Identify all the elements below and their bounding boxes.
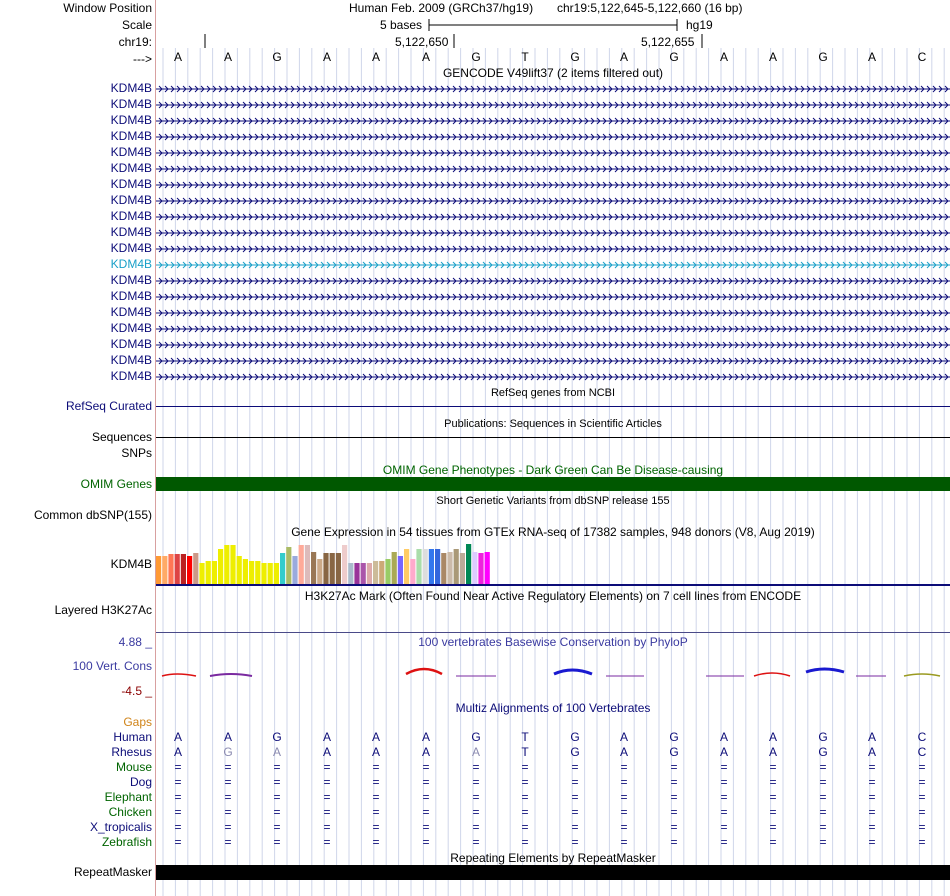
- gencode-transcript[interactable]: [156, 372, 950, 382]
- multiz-base: =: [323, 835, 331, 849]
- refseq-title[interactable]: RefSeq genes from NCBI: [490, 387, 616, 399]
- window-position-label: Window Position: [63, 1, 152, 15]
- multiz-base: =: [174, 760, 182, 774]
- gtex-title[interactable]: Gene Expression in 54 tissues from GTEx RNA-seq of 17382 samples, 948 donors (V8, Aug 2019): [291, 525, 815, 539]
- gtex-bar: [237, 556, 242, 584]
- multiz-base: =: [521, 775, 529, 789]
- multiz-base: =: [571, 805, 579, 819]
- publications-line[interactable]: [156, 437, 950, 438]
- base-letter: A: [371, 50, 380, 64]
- multiz-base: =: [174, 820, 182, 834]
- gtex-bar: [199, 563, 204, 584]
- multiz-base: =: [571, 790, 579, 804]
- gencode-transcript[interactable]: [156, 276, 950, 286]
- base-letter: A: [768, 50, 777, 64]
- multiz-base: =: [521, 820, 529, 834]
- multiz-base: =: [868, 820, 876, 834]
- gtex-bar: [361, 563, 366, 584]
- gtex-bar: [478, 553, 483, 584]
- multiz-base: =: [670, 805, 678, 819]
- gtex-bar: [175, 554, 180, 584]
- gtex-bar: [348, 563, 353, 584]
- multiz-base: =: [521, 805, 529, 819]
- multiz-base: T: [521, 745, 529, 759]
- multiz-base: =: [422, 835, 430, 849]
- multiz-base: =: [918, 760, 926, 774]
- scale-label: Scale: [121, 18, 152, 32]
- multiz-base: A: [867, 745, 876, 759]
- gencode-item-label[interactable]: KDM4B: [110, 193, 152, 207]
- multiz-base: A: [371, 745, 380, 759]
- multiz-base: =: [819, 790, 827, 804]
- gencode-item-label[interactable]: KDM4B: [110, 145, 152, 159]
- gtex-bar: [336, 553, 341, 584]
- gtex-bar: [398, 556, 403, 584]
- base-letter: G: [272, 50, 282, 64]
- multiz-base: =: [323, 805, 331, 819]
- multiz-species-label[interactable]: Human: [113, 730, 152, 744]
- strand-label: --->: [133, 52, 152, 66]
- multiz-base: =: [819, 775, 827, 789]
- multiz-base: =: [670, 835, 678, 849]
- multiz-base: =: [422, 820, 430, 834]
- multiz-base: A: [322, 745, 331, 759]
- gtex-bar: [292, 556, 297, 584]
- gtex-bar: [181, 554, 186, 584]
- refseq-line[interactable]: [156, 406, 950, 407]
- gtex-bar: [447, 552, 452, 584]
- base-letter: G: [471, 50, 481, 64]
- gtex-bar: [466, 544, 471, 584]
- base-letter: A: [322, 50, 331, 64]
- gencode-transcript[interactable]: [156, 180, 950, 190]
- gencode-transcript[interactable]: [156, 324, 950, 334]
- multiz-base: A: [173, 745, 182, 759]
- gencode-item-label[interactable]: KDM4B: [110, 369, 152, 383]
- scale-text: 5 bases: [380, 18, 423, 32]
- gaps-label[interactable]: Gaps: [123, 715, 152, 729]
- multiz-base: =: [918, 805, 926, 819]
- multiz-title[interactable]: Multiz Alignments of 100 Vertebrates: [455, 701, 651, 715]
- gtex-bar: [261, 563, 266, 584]
- multiz-base: =: [422, 805, 430, 819]
- base-letter: A: [619, 50, 628, 64]
- gtex-bar: [410, 559, 415, 584]
- gtex-bar: [373, 561, 378, 584]
- multiz-base: =: [273, 820, 281, 834]
- multiz-base: G: [669, 730, 679, 744]
- gtex-bar: [249, 561, 254, 584]
- h3k27ac-line: [156, 632, 950, 633]
- gencode-transcript[interactable]: [156, 228, 950, 238]
- multiz-base: =: [372, 775, 380, 789]
- gtex-bar: [218, 549, 223, 584]
- gencode-item-label[interactable]: KDM4B: [110, 81, 152, 95]
- multiz-base: =: [620, 835, 628, 849]
- gtex-bar: [392, 552, 397, 584]
- multiz-base: A: [421, 745, 430, 759]
- gencode-transcript[interactable]: [156, 100, 950, 110]
- multiz-base: =: [720, 820, 728, 834]
- multiz-base: =: [670, 790, 678, 804]
- gtex-bar: [230, 545, 235, 584]
- multiz-base: G: [818, 730, 828, 744]
- multiz-base: =: [422, 790, 430, 804]
- multiz-species-label[interactable]: Zebrafish: [101, 835, 152, 849]
- repeatmasker-feature[interactable]: [156, 865, 950, 880]
- multiz-base: =: [819, 805, 827, 819]
- multiz-base: A: [322, 730, 331, 744]
- base-letter: A: [421, 50, 430, 64]
- multiz-base: A: [471, 745, 480, 759]
- multiz-base: =: [422, 775, 430, 789]
- ruler-tick-label-1: 5,122,650: [395, 35, 449, 49]
- gencode-item-label[interactable]: KDM4B: [110, 161, 152, 175]
- multiz-base: A: [768, 730, 777, 744]
- multiz-base: =: [323, 775, 331, 789]
- multiz-base: =: [769, 775, 777, 789]
- multiz-base: =: [323, 820, 331, 834]
- multiz-base: =: [720, 805, 728, 819]
- publications-title[interactable]: Publications: Sequences in Scientific Articles: [444, 418, 662, 430]
- gencode-item-label[interactable]: KDM4B: [110, 273, 152, 287]
- conservation-label[interactable]: 100 Vert. Cons: [72, 659, 152, 673]
- gencode-transcript[interactable]: [156, 356, 950, 366]
- multiz-base: G: [818, 745, 828, 759]
- gencode-transcript[interactable]: [156, 340, 950, 350]
- multiz-base: =: [174, 790, 182, 804]
- gencode-transcript[interactable]: [156, 84, 950, 94]
- gtex-bar: [280, 553, 285, 584]
- multiz-base: =: [819, 820, 827, 834]
- multiz-base: A: [371, 730, 380, 744]
- gencode-transcript[interactable]: [156, 244, 950, 254]
- gtex-bar: [305, 545, 310, 584]
- multiz-base: A: [272, 745, 281, 759]
- multiz-base: =: [670, 820, 678, 834]
- refseq-label[interactable]: RefSeq Curated: [65, 399, 152, 413]
- multiz-base: =: [769, 805, 777, 819]
- gencode-item-label[interactable]: KDM4B: [110, 209, 152, 223]
- multiz-base: =: [918, 835, 926, 849]
- gtex-bar: [323, 553, 328, 584]
- gencode-item-label[interactable]: KDM4B: [110, 129, 152, 143]
- multiz-base: A: [173, 730, 182, 744]
- gtex-bar: [330, 553, 335, 584]
- multiz-base: =: [769, 820, 777, 834]
- multiz-base: =: [372, 790, 380, 804]
- gtex-bar: [255, 561, 260, 584]
- gtex-bar-chart[interactable]: [156, 538, 950, 586]
- gencode-transcript[interactable]: [156, 212, 950, 222]
- gtex-bar: [274, 563, 279, 584]
- multiz-base: =: [571, 775, 579, 789]
- multiz-base: =: [472, 760, 480, 774]
- gtex-bar: [193, 553, 198, 584]
- multiz-base: A: [719, 730, 728, 744]
- multiz-base: =: [918, 790, 926, 804]
- conservation-title[interactable]: 100 vertebrates Basewise Conservation by PhyloP: [418, 635, 688, 649]
- gencode-item-label[interactable]: KDM4B: [110, 225, 152, 239]
- multiz-base: T: [521, 730, 529, 744]
- multiz-base: C: [917, 745, 927, 759]
- dbsnp-title[interactable]: Short Genetic Variants from dbSNP release 155: [436, 495, 670, 507]
- gencode-item-label[interactable]: KDM4B: [110, 257, 152, 271]
- multiz-base: =: [372, 835, 380, 849]
- multiz-base: =: [521, 835, 529, 849]
- gtex-bar: [168, 554, 173, 584]
- gtex-bar: [156, 556, 161, 584]
- gencode-transcript[interactable]: [156, 116, 950, 126]
- multiz-base: =: [670, 775, 678, 789]
- gtex-bar: [454, 549, 459, 584]
- multiz-base: =: [670, 760, 678, 774]
- multiz-base: =: [372, 820, 380, 834]
- gencode-transcript[interactable]: [156, 196, 950, 206]
- h3k27ac-label[interactable]: Layered H3K27Ac: [54, 603, 152, 617]
- base-letter: G: [818, 50, 828, 64]
- multiz-base: =: [620, 820, 628, 834]
- conservation-min-label: -4.5 _: [121, 684, 152, 698]
- gtex-bar: [243, 559, 248, 584]
- scale-db: hg19: [686, 18, 713, 32]
- multiz-base: =: [224, 760, 232, 774]
- multiz-base: =: [620, 805, 628, 819]
- gencode-transcript[interactable]: [156, 132, 950, 142]
- assembly-text: Human Feb. 2009 (GRCh37/hg19): [349, 1, 534, 15]
- gtex-bar: [342, 545, 347, 584]
- ruler-ticks: [200, 33, 710, 49]
- multiz-base: =: [273, 760, 281, 774]
- gtex-bar: [385, 559, 390, 584]
- gtex-bar: [423, 549, 428, 584]
- gtex-baseline: [156, 584, 950, 586]
- gtex-bar: [212, 561, 217, 584]
- gtex-bar: [286, 547, 291, 584]
- multiz-base: =: [571, 760, 579, 774]
- multiz-base: =: [224, 835, 232, 849]
- gencode-item-label[interactable]: KDM4B: [110, 177, 152, 191]
- multiz-species-label[interactable]: Dog: [129, 775, 152, 789]
- multiz-base: =: [224, 820, 232, 834]
- multiz-base: =: [323, 760, 331, 774]
- base-letter: G: [669, 50, 679, 64]
- gtex-bar: [317, 559, 322, 584]
- multiz-base: =: [620, 790, 628, 804]
- base-letter: T: [521, 50, 529, 64]
- multiz-base: =: [273, 805, 281, 819]
- gencode-transcript[interactable]: [156, 308, 950, 318]
- multiz-base: A: [768, 745, 777, 759]
- multiz-base: =: [472, 805, 480, 819]
- gtex-bar: [206, 561, 211, 584]
- gtex-bar: [162, 556, 167, 584]
- position-text: chr19:5,122,645-5,122,660 (16 bp): [557, 1, 743, 15]
- multiz-base: A: [421, 730, 430, 744]
- conservation-logos[interactable]: [156, 664, 950, 682]
- gencode-item-label[interactable]: KDM4B: [110, 97, 152, 111]
- multiz-base: =: [918, 820, 926, 834]
- multiz-base: A: [619, 745, 628, 759]
- multiz-base: =: [273, 775, 281, 789]
- multiz-base: =: [918, 775, 926, 789]
- gtex-bar: [472, 552, 477, 584]
- multiz-base: =: [571, 820, 579, 834]
- gtex-bar: [268, 563, 273, 584]
- multiz-base: =: [620, 760, 628, 774]
- multiz-base: =: [372, 760, 380, 774]
- gtex-bar: [354, 563, 359, 584]
- gencode-item-label[interactable]: KDM4B: [110, 321, 152, 335]
- gtex-bar: [367, 563, 372, 584]
- scale-bar: [428, 17, 680, 33]
- omim-title[interactable]: OMIM Gene Phenotypes - Dark Green Can Be Disease-causing: [382, 463, 724, 477]
- multiz-base: =: [472, 775, 480, 789]
- base-letter: A: [867, 50, 876, 64]
- multiz-base: =: [868, 775, 876, 789]
- gtex-bar: [404, 549, 409, 584]
- multiz-base: =: [571, 835, 579, 849]
- multiz-base: A: [223, 730, 232, 744]
- gtex-bar: [416, 549, 421, 584]
- multiz-base: =: [819, 760, 827, 774]
- multiz-base: =: [472, 820, 480, 834]
- multiz-base: =: [174, 805, 182, 819]
- multiz-base: =: [372, 805, 380, 819]
- snps-label[interactable]: SNPs: [121, 446, 152, 460]
- gencode-transcript[interactable]: [156, 148, 950, 158]
- multiz-base: G: [471, 730, 481, 744]
- multiz-base: =: [819, 835, 827, 849]
- multiz-base: G: [223, 745, 233, 759]
- multiz-base: =: [174, 775, 182, 789]
- sequences-label[interactable]: Sequences: [91, 430, 152, 444]
- multiz-base: G: [570, 730, 580, 744]
- multiz-base: G: [570, 745, 580, 759]
- multiz-base: A: [867, 730, 876, 744]
- gtex-label[interactable]: KDM4B: [110, 557, 152, 571]
- multiz-base: =: [224, 805, 232, 819]
- dbsnp-label[interactable]: Common dbSNP(155): [33, 508, 152, 522]
- gencode-item-label[interactable]: KDM4B: [110, 289, 152, 303]
- multiz-base: =: [868, 760, 876, 774]
- multiz-base: G: [669, 745, 679, 759]
- multiz-base: G: [272, 730, 282, 744]
- multiz-base: =: [720, 760, 728, 774]
- multiz-species-label[interactable]: X_tropicalis: [89, 820, 152, 834]
- base-letter: A: [173, 50, 182, 64]
- gtex-bar: [441, 553, 446, 584]
- multiz-base: =: [224, 790, 232, 804]
- base-letter: C: [917, 50, 927, 64]
- base-letter: A: [719, 50, 728, 64]
- multiz-species-label[interactable]: Rhesus: [111, 745, 152, 759]
- base-letter: G: [570, 50, 580, 64]
- conservation-max-label: 4.88 _: [118, 635, 152, 649]
- multiz-base: =: [720, 835, 728, 849]
- omim-feature[interactable]: [156, 477, 950, 491]
- multiz-base: =: [323, 790, 331, 804]
- gencode-item-label[interactable]: KDM4B: [110, 241, 152, 255]
- gencode-title[interactable]: GENCODE V49lift37 (2 items filtered out): [442, 66, 664, 80]
- base-letter: A: [223, 50, 232, 64]
- multiz-base: =: [273, 790, 281, 804]
- gencode-item-label[interactable]: KDM4B: [110, 337, 152, 351]
- gencode-item-label[interactable]: KDM4B: [110, 113, 152, 127]
- multiz-base: =: [472, 835, 480, 849]
- multiz-base: =: [720, 775, 728, 789]
- multiz-base: =: [472, 790, 480, 804]
- multiz-base: =: [224, 775, 232, 789]
- multiz-base: =: [868, 790, 876, 804]
- gtex-bar: [435, 549, 440, 584]
- multiz-species-label[interactable]: Mouse: [115, 760, 152, 774]
- repeatmasker-label[interactable]: RepeatMasker: [73, 865, 152, 879]
- multiz-base: A: [719, 745, 728, 759]
- gencode-transcript[interactable]: [156, 260, 950, 270]
- multiz-base: =: [769, 790, 777, 804]
- chrom-label: chr19:: [118, 35, 152, 49]
- multiz-base: =: [720, 790, 728, 804]
- multiz-base: =: [273, 835, 281, 849]
- multiz-base: C: [917, 730, 927, 744]
- gencode-transcript[interactable]: [156, 292, 950, 302]
- ruler-tick-label-2: 5,122,655: [641, 35, 695, 49]
- h3k27ac-title[interactable]: H3K27Ac Mark (Often Found Near Active Regulatory Elements) on 7 cell lines from ENCODE: [304, 589, 802, 603]
- multiz-species-label[interactable]: Chicken: [108, 805, 152, 819]
- gtex-bar: [379, 561, 384, 584]
- multiz-base: =: [521, 760, 529, 774]
- multiz-species-label[interactable]: Elephant: [104, 790, 152, 804]
- multiz-base: =: [868, 835, 876, 849]
- omim-label[interactable]: OMIM Genes: [80, 477, 152, 491]
- multiz-base: =: [868, 805, 876, 819]
- gtex-bar: [224, 545, 229, 584]
- gtex-bar: [460, 553, 465, 584]
- gencode-transcript[interactable]: [156, 164, 950, 174]
- multiz-base: =: [769, 835, 777, 849]
- gtex-bar: [299, 545, 304, 584]
- gtex-bar: [429, 549, 434, 584]
- repeatmasker-title[interactable]: Repeating Elements by RepeatMasker: [450, 851, 656, 865]
- gencode-item-label[interactable]: KDM4B: [110, 353, 152, 367]
- multiz-base: =: [620, 775, 628, 789]
- gencode-item-label[interactable]: KDM4B: [110, 305, 152, 319]
- gtex-bar: [311, 552, 316, 584]
- multiz-base: =: [521, 790, 529, 804]
- multiz-base: =: [422, 760, 430, 774]
- multiz-base: A: [619, 730, 628, 744]
- gtex-bar: [187, 556, 192, 584]
- multiz-base: =: [174, 835, 182, 849]
- gtex-bar: [485, 552, 490, 584]
- multiz-base: =: [769, 760, 777, 774]
